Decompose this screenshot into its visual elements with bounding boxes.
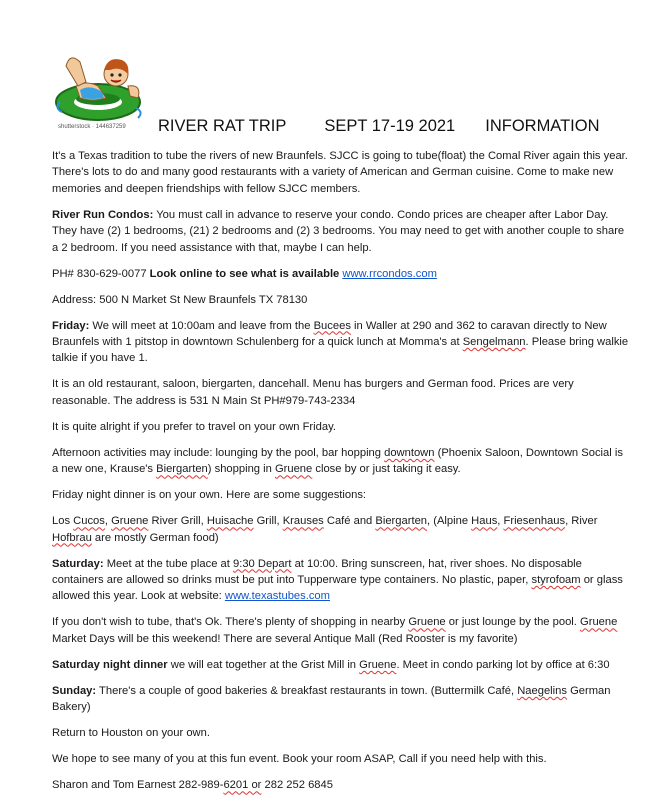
spell-word: Haus [471,515,498,528]
signature-paragraph [52,777,632,793]
saturday-label: Saturday: [52,557,104,570]
sat-dinner-label: Saturday night dinner [52,658,168,671]
sunday-text: German Bakery) [52,684,611,714]
own-travel-paragraph: It is quite alright if you prefer to travel on your own Friday. [52,420,336,433]
address-paragraph: Address: 500 N Market St New Braunfels TX 78130 [52,293,308,306]
sunday-text: There's a couple of good bakeries & breakfast restaurants in town. (Buttermilk Café, [99,684,515,697]
spell-word: downtown [384,446,435,459]
suggestions-text: , River [565,515,598,528]
afternoon-paragraph [52,445,632,478]
friday-text: We will meet at 10:00am and leave from the [92,319,311,332]
suggestions-text: Café and [326,515,373,528]
sat-dinner-text: . Meet in condo parking lot by office at 6:30 [396,658,610,671]
sat-dinner-text: we will eat together at the Grist Mill in [170,658,357,671]
return-paragraph: Return to Houston on your own. [52,727,210,740]
sunday-paragraph [52,683,632,716]
phone-paragraph [52,266,632,282]
saturday-text: at 10:00. Bring sunscreen, hat, river shoes. No disposable containers are allowed so drinks must be put into Tupperware type containers. No plastic, paper, [52,557,582,587]
signature-text: Sharon and Tom Earnest 282-989- [52,779,224,792]
suggestions-text: River Grill, [151,515,204,528]
tube-rider-logo [46,46,146,132]
no-tube-paragraph [52,614,632,647]
sat-dinner-paragraph [52,657,632,673]
spell-word: Gruene [111,515,149,528]
sunday-label: Sunday: [52,684,97,697]
saturday-text: Meet at the tube place at [103,557,230,570]
spell-word: Cucos [73,515,105,528]
suggestions-text: , [104,515,108,528]
suggestions-text: are mostly German food) [94,531,219,544]
spell-word: Huisache [206,515,254,528]
spell-word: Gruene [408,616,446,629]
friday-paragraph [52,318,632,367]
no-tube-text: Market Days will be this weekend! There are several Antique Mall (Red Rooster is my favorite) [52,632,518,645]
spell-word: Hofbrau [52,531,92,544]
page-title [158,117,600,136]
title-info: INFORMATION [485,117,600,135]
closing-paragraph: We hope to see many of you at this fun event. Book your room ASAP, Call if you need help with this. [52,753,547,766]
restaurant-paragraph: It is an old restaurant, saloon, biergarten, dancehall. Menu has burgers and German food. Prices are very reasonable. The address is 531 N Main St PH#979-743-2334 [52,378,574,407]
condos-text: You must call in advance to reserve your condo. Condo prices are cheaper after Labor Day. They have (2) 1 bedrooms, (21) 2 bedrooms and (2) 3 bedrooms. You may need to get with another couple to share a 2 bedroom. If you need assistance with that, maybe I can help. [52,208,625,254]
spell-word: Bucees [313,319,351,332]
friday-text: in Waller at 290 and 362 to caravan directly to New Braunfels with 1 pitstop in downtown Schulenberg for a quick lunch at Momma's at [52,319,607,349]
spell-word: Gruene [274,463,313,476]
no-tube-text: If you don't wish to tube, that's Ok. There's plenty of shopping in nearby [52,616,406,629]
saturday-paragraph [52,556,632,605]
look-online: Look online to see what is available [149,267,340,280]
condos-label: River Run Condos: [52,208,154,221]
spell-word: styrofoam [531,574,581,587]
dinner-intro-paragraph: Friday night dinner is on your own. Here are some suggestions: [52,489,367,502]
spell-word: Naegelins [517,684,567,697]
title-trip: RIVER RAT TRIP [158,117,287,135]
phone-number: PH# 830-629-0077 [52,267,147,280]
suggestions-text: , (Alpine [427,515,469,528]
afternoon-text: close by or just taking it easy. [315,463,461,476]
logo-credit: shutterstock · 144637259 [58,124,126,130]
texastubes-link[interactable]: www.texastubes.com [224,590,330,603]
spell-word: 6201 or [223,779,262,792]
spell-word: Sengelmann [462,336,526,349]
spell-word: Friesenhaus [503,515,566,528]
suggestions-text: , [497,515,501,528]
saturday-text: or glass allowed this year. Look at website: [52,574,623,603]
suggestions-paragraph [52,513,632,546]
no-tube-text: or just lounge by the pool. [448,616,577,629]
title-dates: SEPT 17-19 2021 [324,117,456,135]
intro-paragraph: It's a Texas tradition to tube the rivers of new Braunfels. SJCC is going to tube(float) the Comal River again this year. There's lots to do and many good restaurants with a variety of American and German cuisine. Come to make new memories and deepen friendships with fellow SJCC members. [52,150,628,195]
afternoon-text: Afternoon activities may include: lounging by the pool, bar hopping [52,446,381,459]
suggestions-text: Grill, [256,515,280,528]
afternoon-text: (Phoenix Saloon, Downtown Social is a new one, Krause's [52,446,623,476]
spell-word: 9:30 Depart [232,557,292,570]
friday-text: . Please bring walkie talkie if you have 1. [52,336,629,365]
spell-word: Biergarten [375,515,428,528]
friday-label: Friday: [52,319,90,332]
rrcondos-link[interactable]: www.rrcondos.com [342,267,437,280]
spell-word: Biergarten [156,463,208,476]
afternoon-text: ) shopping in [207,463,272,476]
spell-word: Krauses [282,515,324,528]
document-body [52,148,632,803]
suggestions-text: Los [52,515,71,528]
signature-text: 282 252 6845 [261,779,333,792]
spell-word: Gruene [580,616,618,629]
condos-paragraph [52,207,632,256]
spell-word: Gruene [359,658,397,671]
